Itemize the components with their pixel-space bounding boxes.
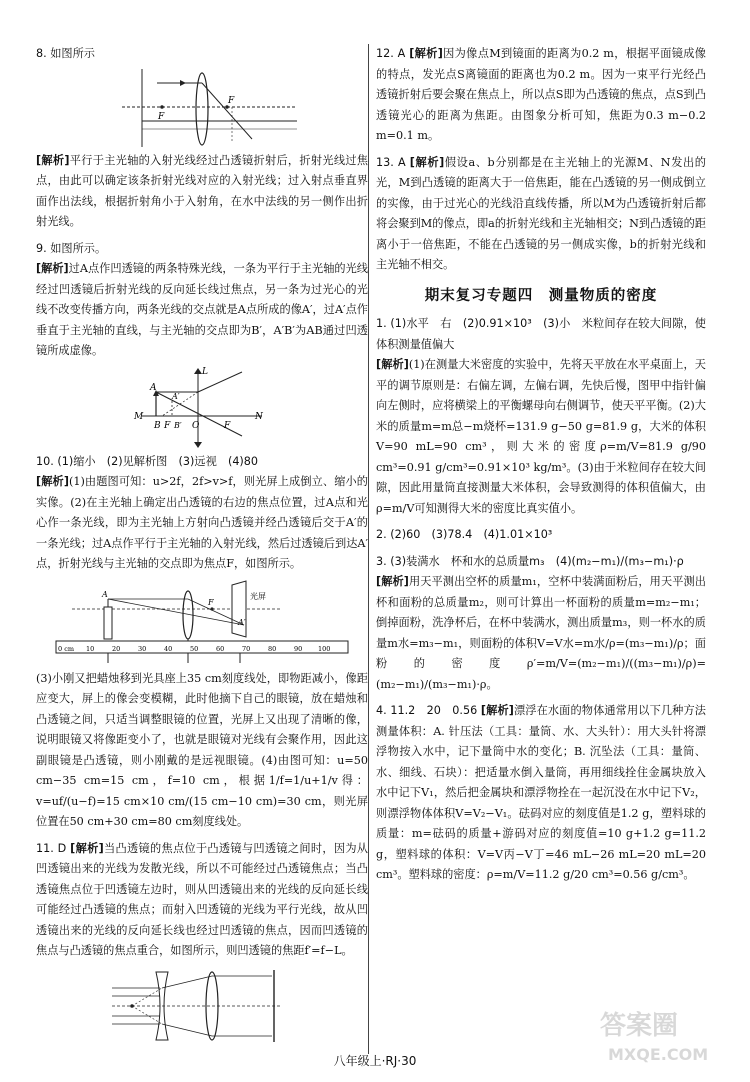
q10-optical-bench-figure <box>52 579 352 665</box>
fig9-label-a: A <box>150 382 157 393</box>
analysis-tag: [ 解析 ] <box>36 154 70 167</box>
fig9-label-f2: F <box>224 420 231 431</box>
fig9-label-b: B <box>154 420 161 431</box>
analysis-tag: [ 解析 ] <box>36 262 69 275</box>
q11-block: 11. D [ 解析 ] 当凸透镜的焦点位于凸透镜与凹透镜之间时，因为从凹透镜出来的光线为发散光线，所以不可能经过凸透镜焦点；当凸透镜焦点位于凹透镜左边时，则从凹透镜出来的光线的反向延长线可能经过凸透镜的焦点；而射入凹透镜的光线为平行光线，故从凹透镜出来的光线的反向延长线也经过凹透镜的焦点，因而凹透镜的焦点与凸透镜的焦点重合，如图所示，则凹透镜的焦距f′=f−L。 <box>36 839 368 962</box>
q12-head: 12. A <box>376 47 406 60</box>
analysis-tag: [ 解析 ] <box>376 575 409 588</box>
fig9-label-m: M <box>134 411 144 422</box>
q10-analysis-a: [ 解析 ] (1)由题图可知：u>2f，2f>v>f，则光屏上成倒立、缩小的实像。(2)在主光轴上确定出凸透镜的右边的焦点位置，过A点和光心作一条光线，即为主光轴上方射向凸透镜并经凸透镜后交于A′的一条光线；过A点作平行于主光轴的入射光线，然后过透镜后到达A′点，折射光线与主光轴的交点即为焦点F，如图所示。 <box>36 472 368 575</box>
analysis-tag: [ 解析 ] <box>409 47 443 60</box>
svg-text:答案圈: 答案圈 <box>600 1011 679 1041</box>
ruler-tick: 80 <box>268 644 277 653</box>
fig9-label-n: N <box>255 411 263 422</box>
s1-head: 1. (1)水平 右 (2)0.91×10³ (3)小 米粒间存在较大间隙，使体积测量值偏大 <box>376 317 706 351</box>
q11-head: 11. D <box>36 841 67 855</box>
fig10-label-aprime: A′ <box>238 617 246 627</box>
analysis-tag: [ 解析 ] <box>70 842 104 855</box>
left-column <box>36 44 368 1050</box>
fig9-label-bprime: B′ <box>174 420 182 430</box>
fig9-label-aprime: A′ <box>172 391 180 401</box>
ruler-tick: 0 cm <box>58 644 75 653</box>
fig8-label-f-right: F <box>228 95 235 106</box>
q8-analysis: [ 解析 ] 平行于主光轴的入射光线经过凸透镜折射后，折射光线过焦点，由此可以确定该条折射光线对应的入射光线；过入射点垂直界面作出法线，根据折射角小于入射角，在水中法线的另一侧作出折射光线。 <box>36 151 368 233</box>
fig10-label-a: A <box>102 589 108 599</box>
ruler-tick: 70 <box>242 644 251 653</box>
s4-block: 4. 11.2 20 0.56 [ 解析 ] 漂浮在水面的物体通常用以下几种方法测量体积：A. 针压法（工具：量筒、水、大头针）：用大头针将漂浮物按入水中，记下量筒中水的变化；B. 沉坠法（工具：量筒、水、细线、石块）：把适量水倒入量筒，再用细线拴住金属块放入水中记下V₁，然后把金属块和漂浮物拴在一起沉没在水中记下V₂，则漂浮物体体积V=V₂−V₁。砝码对应的刻度值是1.2 g，塑料球的质量：m=砝码的质量+游码对应的刻度值=10 g+1.2 g=11.2 g，塑料球的体积：V=V丙−V丁=46 mL−26 mL=20 mL=20 cm³。塑料球的密度：ρ=m/V=11.2 g/20 cm³=0.56 g/cm³。 <box>376 701 706 886</box>
s2-head: 2. (2)60 (3)78.4 (4)1.01×10³ <box>376 528 553 541</box>
ruler-tick: 10 <box>86 644 95 653</box>
right-column <box>376 44 706 886</box>
fig8-label-f-left: F <box>158 111 165 122</box>
ruler-tick: 40 <box>164 644 173 653</box>
column-divider <box>368 44 369 1054</box>
section-title: 期末复习专题四 测量物质的密度 <box>424 287 658 304</box>
q8-figure <box>102 69 302 147</box>
fig9-label-o: O <box>192 420 200 431</box>
ruler-tick: 60 <box>216 644 225 653</box>
s3-analysis: [ 解析 ] 用天平测出空杯的质量m₁，空杯中装满面粉后，用天平测出杯和面粉的总质量m₂，则可计算出一杯面粉的质量m=m₂−m₁；倒掉面粉，洗净杯后，在杯中装满水，测出质量m₃，则一杯水的质量m水=m₃−m₁，则面粉的体积V=V水=m水/ρ=(m₃−m₁)/ρ；面粉的密度ρ′=m/V=(m₂−m₁)/((m₃−m₁)/ρ)=(m₂−m₁)/(m₃−m₁)·ρ。 <box>376 572 706 695</box>
s3-head: 3. (3)装满水 杯和水的总质量m₃ (4)(m₂−m₁)/(m₃−m₁)·ρ <box>376 554 684 568</box>
analysis-tag: [ 解析 ] <box>376 358 409 371</box>
analysis-tag: [ 解析 ] <box>410 156 444 169</box>
analysis-tag: [ 解析 ] <box>36 475 69 488</box>
ruler-tick: 90 <box>294 644 303 653</box>
svg-text:MXQE.COM: MXQE.COM <box>608 1045 709 1064</box>
ruler-tick: 100 <box>318 644 331 653</box>
q9-figure <box>132 366 272 448</box>
fig10-label-screen: 光屏 <box>250 591 266 601</box>
q9-analysis: [ 解析 ] 过A点作凹透镜的两条特殊光线，一条为平行于主光轴的光线经过凹透镜后折射光线的反向延长线过焦点，另一条为过光心的光线不改变传播方向，两条光线的交点就是A点所成的像A′，过A′点作垂直于主光轴的直线，与主光轴的交点即为B′，A′B′为AB通过凹透镜所成虚像。 <box>36 259 368 362</box>
page-footer: 八年级上·RJ·30 <box>333 1054 417 1068</box>
s4-head: 4. 11.2 20 0.56 <box>376 704 478 717</box>
q8-head: 8. 如图所示 <box>36 47 95 60</box>
fig9-label-l: L <box>202 366 208 377</box>
analysis-tag: [ 解析 ] <box>481 704 514 717</box>
ruler-tick: 30 <box>138 644 147 653</box>
q12-block: 12. A [ 解析 ] 因为像点M到镜面的距离为0.2 m，根据平面镜成像的特点，发光点S离镜面的距离也为0.2 m。因为一束平行光经凸透镜折射后要会聚在焦点上，所以点S即为凸透镜的焦点，点S到凸透镜光心的距离为焦距。由图象分析可知，焦距为0.3 m−0.2 m=0.1 m。 <box>376 44 706 147</box>
q13-block: 13. A [ 解析 ] 假设a、b分别都是在主光轴上的光源M、N发出的光，M到凸透镜的距离大于一倍焦距，能在凸透镜的另一侧成倒立的实像，由于过光心的光线沿直线传播，所以M为凸透镜折射后都将会聚到M的像点，即a的折射光线和主光轴相交；N到凸透镜的距离小于一倍焦距，不能在凸透镜的另一侧成实像，b的折射光线和主光轴不相交。 <box>376 153 706 276</box>
s1-analysis: [ 解析 ] (1)在测量大米密度的实验中，先将天平放在水平桌面上，天平的调节原则是：右偏左调，左偏右调，先快后慢，图甲中指针偏向左侧时，应将横梁上的平衡螺母向右侧调节，使天平平衡。(2)大米的质量m=m总−m烧杯=131.9 g−50 g=81.9 g，大米的体积V=90 mL=90 cm³，则大米的密度ρ=m/V=81.9 g/90 cm³=0.91 g/cm³=0.91×10³ kg/m³。(3)由于米粒间存在较大间隙，因此用量筒直接测量大米体积，会导致测得的体积值偏大，由ρ=m/V可知测得大米的密度比真实值小。 <box>376 355 706 519</box>
ruler-tick: 50 <box>190 644 199 653</box>
fig9-label-f: F <box>164 420 171 431</box>
q13-head: 13. A <box>376 155 406 169</box>
q11-figure <box>102 966 302 1046</box>
ruler-tick: 20 <box>112 644 121 653</box>
q10-analysis-b: (3)小刚又把蜡烛移到光具座上35 cm刻度线处，即物距减小，像距应变大，屏上的像会变模糊，此时他摘下自己的眼镜，放在蜡烛和凸透镜之间，只适当调整眼镜的位置，光屏上又出现了清晰的像，说明眼镜又将像距变小了，也就是眼镜对光线有会聚作用，因此这副眼镜是凸透镜，则小刚戴的是远视眼镜。(4)由图可知：u=50 cm−35 cm=15 cm，f=10 cm，根据1/f=1/u+1/v得：v=uf/(u−f)=15 cm×10 cm/(15 cm−10 cm)=30 cm，则光屏位置在50 cm+30 cm=80 cm刻度线处。 <box>36 671 368 828</box>
q9-head: 9. 如图所示。 <box>36 241 107 255</box>
q10-head: 10. (1)缩小 (2)见解析图 (3)远视 (4)80 <box>36 454 259 468</box>
fig10-label-f: F <box>208 597 214 607</box>
